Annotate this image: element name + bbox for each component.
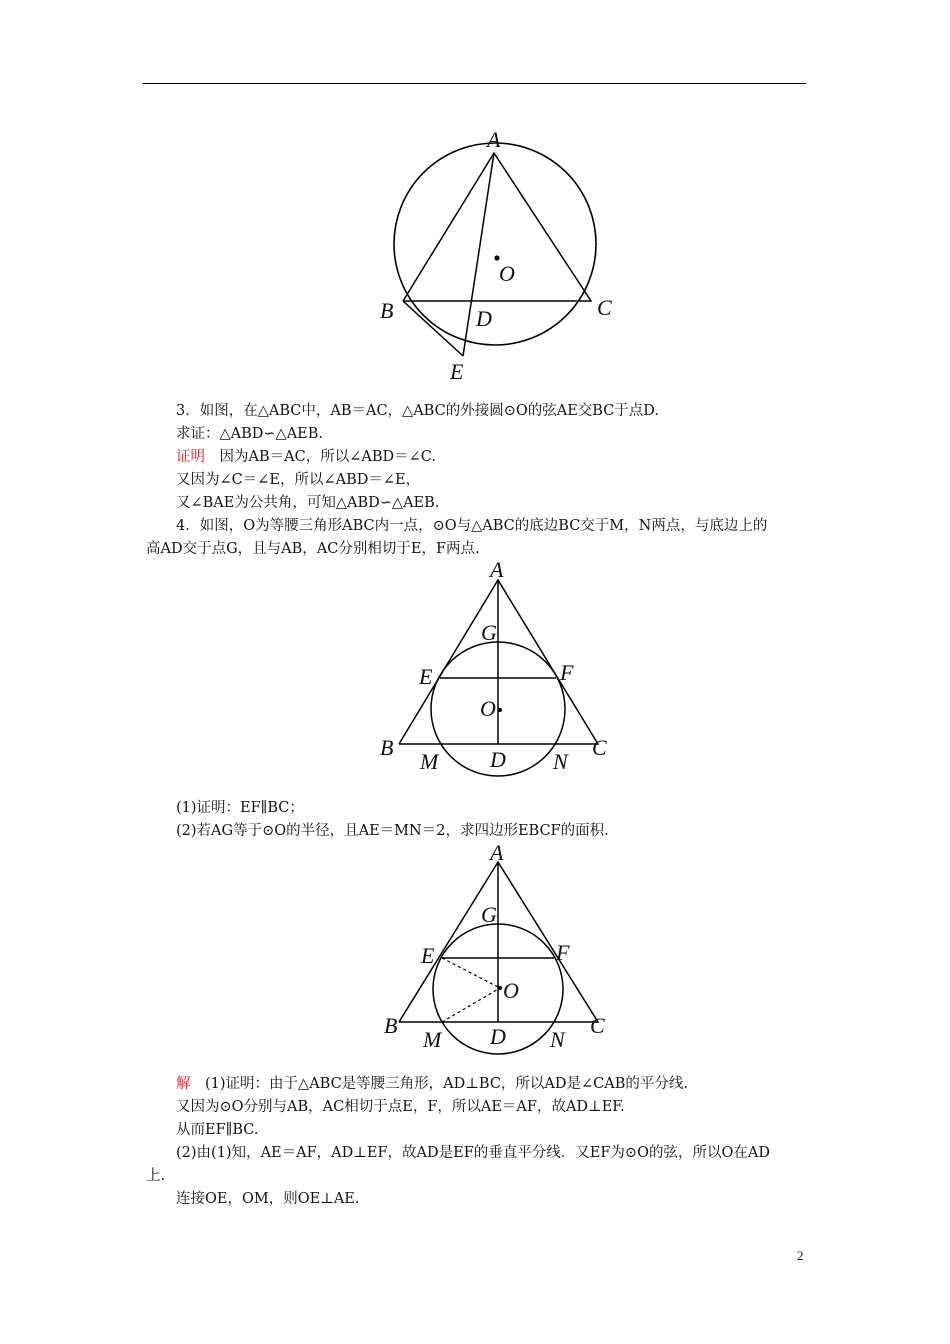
label-e: E [421, 943, 435, 968]
label-d: D [490, 1024, 506, 1049]
label-c: C [592, 735, 607, 760]
solution-line3: 从而EF∥BC. [176, 1122, 259, 1138]
segment-be [403, 301, 463, 356]
label-a: A [490, 557, 504, 582]
proof-tag: 证明 [176, 449, 205, 465]
radius-oe [442, 958, 500, 988]
label-o: O [499, 261, 515, 286]
solution-line5: 上. [146, 1168, 166, 1184]
label-n: N [553, 749, 568, 774]
label-o: O [503, 978, 519, 1003]
header-rule [143, 83, 806, 84]
solution-text-1: (1)证明：由于△ABC是等腰三角形，AD⊥BC，所以AD是∠CAB的平分线. [190, 1076, 689, 1092]
solution-line2: 又因为⊙O分别与AB，AC相切于点E，F，所以AE＝AF，故AD⊥EF. [176, 1099, 625, 1115]
solution-line6: 连接OE，OM，则OE⊥AE. [176, 1191, 360, 1207]
label-f: F [556, 940, 570, 965]
label-g: G [481, 620, 497, 645]
label-m: M [423, 1027, 442, 1052]
label-d: D [490, 747, 506, 772]
problem4-statement-2: 高AD交于点G，且与AB，AC分别相切于E，F两点. [146, 541, 480, 557]
figure-2-svg [377, 556, 619, 778]
label-e: E [419, 664, 433, 689]
label-m: M [420, 749, 439, 774]
figure-1-svg [363, 123, 621, 385]
label-n: N [550, 1027, 565, 1052]
problem4-part2: (2)若AG等于⊙O的半径，且AE＝MN＝2，求四边形EBCF的面积. [176, 823, 609, 839]
problem3-proof-line1 [176, 446, 436, 468]
label-c: C [597, 295, 612, 320]
label-a: A [490, 840, 504, 865]
figure-3-svg [377, 838, 619, 1060]
label-b: B [380, 298, 394, 323]
center-dot [498, 708, 502, 712]
label-o: O [480, 696, 496, 721]
solution-line1 [176, 1073, 688, 1095]
label-f: F [560, 660, 574, 685]
figure-2-isosceles-triangle [377, 556, 619, 778]
problem3-proof-line3: 又∠BAE为公共角，可知△ABD∽△AEB. [176, 495, 440, 511]
problem3-statement: 3．如图，在△ABC中，AB＝AC，△ABC的外接圆⊙O的弦AE交BC于点D. [176, 403, 660, 419]
label-b: B [380, 735, 394, 760]
proof-text-1: 因为AB＝AC，所以∠ABD＝∠C. [205, 449, 436, 465]
label-g: G [481, 902, 497, 927]
figure-3-isosceles-triangle-with-radii [377, 838, 619, 1060]
circle-o [394, 143, 596, 345]
figure-1-circumcircle [363, 123, 621, 385]
label-b: B [384, 1013, 398, 1038]
radius-om [442, 988, 500, 1022]
problem3-proof-line2: 又因为∠C＝∠E，所以∠ABD＝∠E， [176, 472, 421, 488]
page-number: 2 [797, 1248, 804, 1263]
label-d: D [476, 306, 492, 331]
problem4-statement-1: 4．如图，O为等腰三角形ABC内一点，⊙O与△ABC的底边BC交于M，N两点，与底边上的 [176, 518, 768, 534]
center-dot [494, 255, 499, 260]
label-a: A [487, 127, 501, 152]
solution-line4: (2)由(1)知，AE＝AF，AD⊥EF，故AD是EF的垂直平分线．又EF为⊙O的弦，所以O在AD [176, 1145, 770, 1161]
problem3-claim: 求证：△ABD∽△AEB. [176, 426, 324, 442]
solution-tag: 解 [176, 1076, 191, 1092]
label-e: E [450, 359, 464, 384]
problem4-part1: (1)证明：EF∥BC； [176, 800, 304, 816]
center-dot [498, 986, 502, 990]
triangle-abc [403, 153, 591, 301]
label-c: C [590, 1013, 605, 1038]
